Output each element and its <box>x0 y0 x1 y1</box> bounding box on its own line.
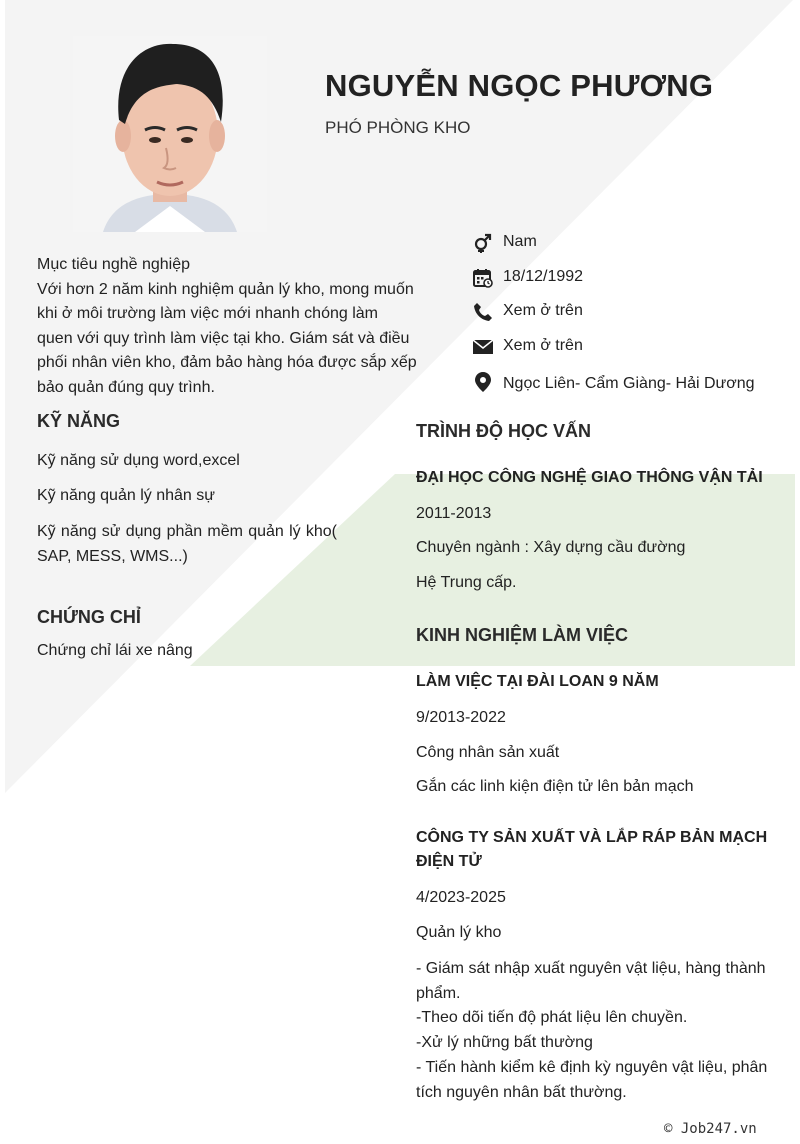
career-objective <box>37 253 417 400</box>
gender-value: Nam <box>503 233 537 250</box>
skill-item: Kỹ năng sử dụng word,excel <box>37 452 240 469</box>
birthdate-value: 18/12/1992 <box>503 268 584 285</box>
school-name: ĐẠI HỌC CÔNG NGHỆ GIAO THÔNG VẬN TẢI <box>416 469 763 486</box>
address-value: Ngọc Liên- Cẩm Giàng- Hải Dương <box>503 375 755 392</box>
mail-icon <box>473 337 493 357</box>
profile-photo <box>73 36 267 232</box>
skills-heading: KỸ NĂNG <box>37 411 121 431</box>
duty-item: - Tiến hành kiểm kê định kỳ nguyên vật liệu, phân tích nguyên nhân bất thường. <box>416 1058 768 1101</box>
phone-value[interactable]: Xem ở trên <box>503 302 583 319</box>
certificates-heading: CHỨNG CHỈ <box>37 607 141 627</box>
skill-item: Kỹ năng sử dụng phần mềm quản lý kho( SAP, MESS, WMS...) <box>37 523 337 565</box>
objective-text: Với hơn 2 năm kinh nghiệm quản lý kho, mong muốn khi ở môi trường làm việc mới nhanh chóng làm quen với quy trình làm việc tại kho. Giám sát và điều phối nhân viên kho, đảm bảo hàng hóa được sắp xếp bảo quản đúng quy trình. <box>37 280 417 396</box>
education-heading: TRÌNH ĐỘ HỌC VẤN <box>416 421 591 441</box>
job-duties <box>416 957 781 1105</box>
gender-icon <box>473 233 493 253</box>
job-company: LÀM VIỆC TẠI ĐÀI LOAN 9 NĂM <box>416 673 659 690</box>
skill-item: Kỹ năng quản lý nhân sự <box>37 487 215 504</box>
location-icon <box>473 372 493 392</box>
duty-item: -Theo dõi tiến độ phát liệu lên chuyền. <box>416 1009 688 1027</box>
job-role: Quản lý kho <box>416 924 502 941</box>
job-period: 4/2023-2025 <box>416 889 506 906</box>
education-level: Hệ Trung cấp. <box>416 574 517 591</box>
objective-heading: Mục tiêu nghề nghiệp <box>37 256 190 273</box>
certificate-item: Chứng chỉ lái xe nâng <box>37 642 193 659</box>
duty-item: - Giám sát nhập xuất nguyên vật liệu, hàng thành phẩm. <box>416 960 766 1002</box>
education-period: 2011-2013 <box>416 505 492 522</box>
watermark: © Job247.vn <box>664 1121 757 1137</box>
job-title: PHÓ PHÒNG KHO <box>325 118 471 137</box>
duty-item: -Xử lý những bất thường <box>416 1034 593 1052</box>
calendar-icon <box>473 268 493 288</box>
experience-heading: KINH NGHIỆM LÀM VIỆC <box>416 625 629 645</box>
job-role: Công nhân sản xuất <box>416 744 560 761</box>
education-major: Chuyên ngành : Xây dựng cầu đường <box>416 539 686 556</box>
job-company: CÔNG TY SẢN XUẤT VÀ LẮP RÁP BẢN MẠCH ĐIỆN TỬ <box>416 829 768 870</box>
email-value[interactable]: Xem ở trên <box>503 337 583 354</box>
avatar-illustration <box>73 36 267 232</box>
job-description: Gắn các linh kiện điện tử lên bản mạch <box>416 778 694 795</box>
phone-icon <box>473 302 493 322</box>
job-period: 9/2013-2022 <box>416 709 506 726</box>
candidate-name: NGUYỄN NGỌC PHƯƠNG <box>325 68 714 103</box>
